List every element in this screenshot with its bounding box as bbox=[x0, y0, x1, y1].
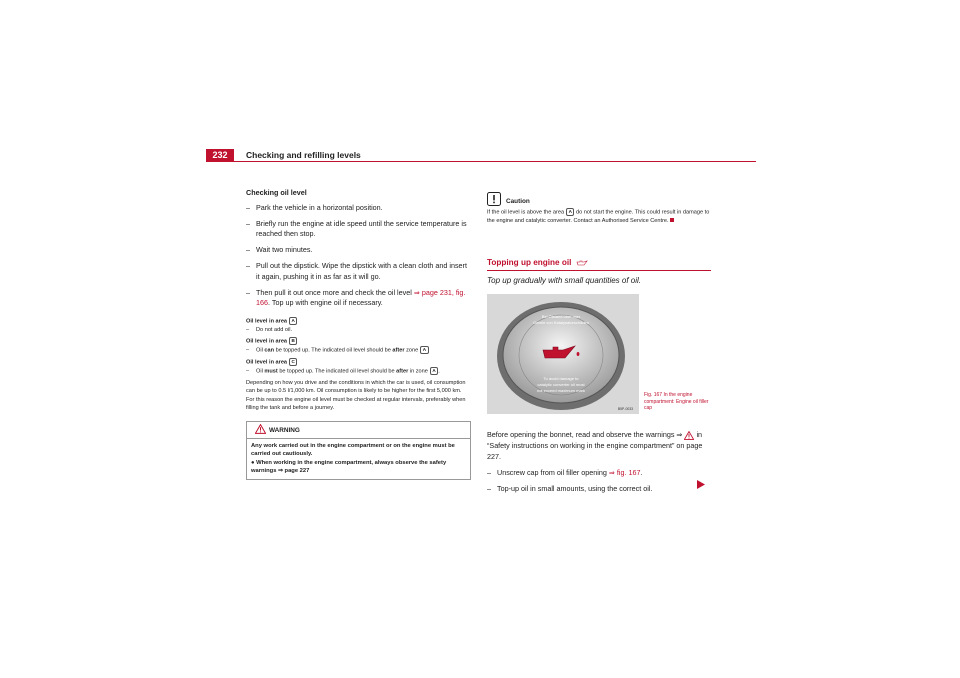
letter-badge: A bbox=[566, 208, 574, 216]
oil-cap-figure bbox=[487, 294, 639, 414]
letter-badge: B bbox=[289, 337, 297, 345]
letter-badge: C bbox=[289, 358, 297, 366]
letter-badge: A bbox=[289, 317, 297, 325]
caution-icon bbox=[487, 192, 501, 206]
oil-consumption-paragraph: Depending on how you drive and the conditions in which the car is used, oil consumption can be up to 0.5 l/1,000 km. Oil consumption is likely to be higher for the first 5,000 km. For this reason the engine oil level must be checked at regular intervals, preferably when filling the tank and before a journey. bbox=[246, 380, 466, 412]
caution-title: Caution bbox=[506, 198, 530, 205]
page-header bbox=[206, 146, 756, 164]
warning-body: Any work carried out in the engine compartment or on the engine must be carried out cautiously. ● When working in the engine compartment, always observe the safety warnings ⇒ page 227 bbox=[247, 439, 470, 479]
fig-link[interactable]: ⇒ fig. 167 bbox=[608, 468, 641, 478]
topping-up-text bbox=[487, 430, 713, 495]
step-item: – Top-up oil in small amounts, using the correct oil. bbox=[487, 484, 653, 494]
caution-body: If the oil level is above the area A do not start the engine. This could result in damage to the engine and catalytic converter. Contact an Authorised Service Centre. bbox=[487, 209, 710, 224]
area-b-item: – Oil can be topped up. The indicated oil level should be after zone A bbox=[246, 346, 471, 355]
step-item: – Wait two minutes. bbox=[246, 245, 313, 255]
cap-text-top1: Bei Ölstand über max bbox=[541, 314, 581, 319]
warning-box bbox=[246, 421, 471, 480]
header-divider bbox=[206, 161, 756, 162]
step-item: – Park the vehicle in a horizontal position. bbox=[246, 202, 383, 212]
end-marker-icon bbox=[670, 218, 674, 222]
figure-code: B5P-0033 bbox=[617, 407, 633, 411]
area-c-label: Oil level in area C bbox=[246, 358, 471, 367]
area-c-item: – Oil must be topped up. The indicated oil level should be after in zone A . bbox=[246, 368, 440, 375]
step-item: – Briefly run the engine at idle speed until the service temperature is reached then stop. bbox=[246, 218, 467, 239]
cap-text-bot2: catalytic converter oil must bbox=[537, 382, 585, 387]
cap-text-bot1: To avoid damage to bbox=[543, 376, 579, 381]
next-page-arrow-icon[interactable] bbox=[697, 480, 705, 489]
section-heading: Checking oil level bbox=[246, 188, 307, 197]
warning-triangle-icon bbox=[684, 431, 694, 440]
page-link[interactable]: ⇒ page 231, fig. 166 bbox=[256, 287, 466, 308]
page-title: Checking and refilling levels bbox=[246, 150, 361, 160]
section-title: Topping up engine oil bbox=[487, 258, 588, 267]
page-number: 232 bbox=[206, 149, 234, 161]
section-divider bbox=[487, 270, 711, 271]
area-a-item: – Do not add oil. bbox=[246, 327, 293, 334]
warning-title: WARNING bbox=[269, 426, 300, 434]
cap-text-top2: Gefahr von Katalysatorschäden bbox=[532, 320, 590, 325]
intro-paragraph: Before opening the bonnet, read and observe the warnings ⇒ in “Safety instructions on working in the engine compartment” on page 227. bbox=[487, 430, 703, 461]
warning-triangle-icon bbox=[255, 424, 266, 434]
section-subtitle: Top up gradually with small quantities of oil. bbox=[487, 276, 642, 285]
warning-bullet: ● When working in the engine compartment, always observe the safety warnings ⇒ page 227 bbox=[251, 459, 447, 475]
figure-caption: Fig. 167 In the engine compartment: Engine oil filler cap bbox=[644, 392, 709, 412]
cap-text-bot3: not exceed maximum mark bbox=[536, 388, 586, 393]
letter-badge: A bbox=[430, 367, 438, 375]
area-a-label: Oil level in area A bbox=[246, 317, 471, 326]
left-column bbox=[246, 188, 471, 480]
step-item: – Unscrew cap from oil filler opening ⇒ fig. 167. bbox=[487, 468, 643, 478]
step-item: – Pull out the dipstick. Wipe the dipstick with a clean cloth and insert it again, pushing it in as far as it will go. bbox=[246, 260, 467, 281]
letter-badge: A bbox=[420, 346, 428, 354]
oil-can-icon bbox=[576, 260, 588, 266]
oil-cap-illustration bbox=[487, 294, 639, 414]
step-item: – Then pull it out once more and check the oil level ⇒ page 231, fig. 166. Top up with engine oil if necessary. bbox=[246, 287, 466, 308]
area-b-label: Oil level in area B bbox=[246, 337, 471, 346]
right-column bbox=[487, 192, 711, 502]
warning-header bbox=[247, 422, 470, 439]
